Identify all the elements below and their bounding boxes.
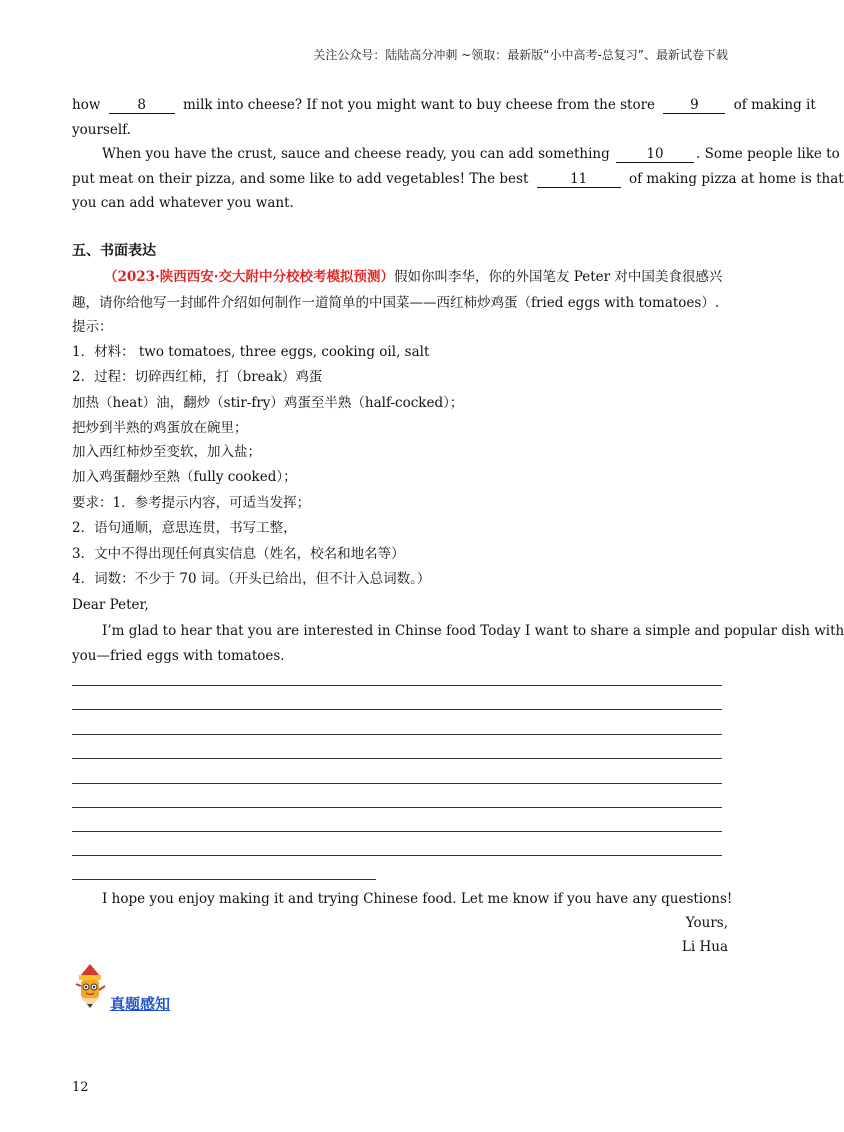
- requirement-3: 3．文中不得出现任何真实信息（姓名，校名和地名等）: [72, 546, 405, 562]
- writing-line[interactable]: [72, 758, 722, 759]
- source-tag: （2023·陕西西安·交大附中分校校考模拟预测）: [104, 269, 394, 285]
- writing-line[interactable]: [72, 783, 722, 784]
- prompt-line-1: （2023·陕西西安·交大附中分校校考模拟预测）假如你叫李华，你的外国笔友 Peter 对中国美食很感兴: [104, 269, 723, 285]
- letter-body-1: I’m glad to hear that you are interested in Chinse food Today I want to share a simple and popular dish with: [102, 623, 844, 639]
- letter-greeting: Dear Peter,: [72, 597, 149, 613]
- writing-line-short[interactable]: [72, 879, 376, 880]
- writing-line[interactable]: [72, 734, 722, 735]
- hint-4: 把炒到半熟的鸡蛋放在碗里；: [72, 420, 248, 436]
- hint-6: 加入鸡蛋翻炒至熟（fully cooked）；: [72, 469, 297, 485]
- section-link-zhenti[interactable]: 真题感知: [110, 995, 171, 1013]
- letter-body-2: you—fried eggs with tomatoes.: [72, 648, 285, 664]
- writing-line[interactable]: [72, 831, 722, 832]
- blank-8: 8: [109, 97, 175, 114]
- pencil-mascot-icon: [72, 962, 108, 1010]
- requirement-1: 要求：1．参考提示内容，可适当发挥；: [72, 495, 311, 511]
- writing-line[interactable]: [72, 709, 722, 710]
- hint-2: 2．过程：切碎西红柿，打（break）鸡蛋: [72, 369, 323, 385]
- requirement-2: 2．语句通顺，意思连贯，书写工整，: [72, 520, 297, 536]
- hint-5: 加入西红柿炒至变软，加入盐；: [72, 444, 261, 460]
- hint-3: 加热（heat）油，翻炒（stir-fry）鸡蛋至半熟（half-cocked）；: [72, 395, 464, 411]
- section-title: 五、书面表达: [72, 243, 156, 259]
- passage-line-2: yourself.: [72, 122, 131, 138]
- blank-9: 9: [663, 97, 725, 114]
- letter-closing: I hope you enjoy making it and trying Chinese food. Let me know if you have any questions!: [102, 891, 733, 907]
- requirement-4: 4．词数：不少于 70 词。（开头已给出，但不计入总词数。）: [72, 571, 431, 587]
- passage-line-3: When you have the crust, sauce and cheese ready, you can add something 10 . Some people like to: [102, 146, 840, 162]
- page-header: 关注公众号：陆陆高分冲刺 ~领取：最新版“小中高考-总复习”、最新试卷下载: [313, 48, 728, 62]
- prompt-line-2: 趣，请你给他写一封邮件介绍如何制作一道简单的中国菜——西红柿炒鸡蛋（fried eggs with tomatoes）.: [72, 295, 720, 311]
- blank-10: 10: [616, 146, 694, 163]
- passage-line-5: you can add whatever you want.: [72, 195, 294, 211]
- letter-signature: Li Hua: [681, 939, 728, 955]
- passage-line-1: how 8 milk into cheese? If not you might want to buy cheese from the store 9 of making it: [72, 97, 816, 113]
- blank-11: 11: [537, 171, 621, 188]
- writing-line[interactable]: [72, 685, 722, 686]
- hint-label: 提示：: [72, 319, 113, 335]
- writing-line[interactable]: [72, 855, 722, 856]
- letter-sign-off: Yours,: [685, 915, 728, 931]
- hint-1: 1．材料： two tomatoes, three eggs, cooking oil, salt: [72, 344, 430, 360]
- page-number: 12: [72, 1080, 89, 1095]
- passage-line-4: put meat on their pizza, and some like to add vegetables! The best 11 of making pizza at home is that: [72, 171, 844, 187]
- writing-line[interactable]: [72, 807, 722, 808]
